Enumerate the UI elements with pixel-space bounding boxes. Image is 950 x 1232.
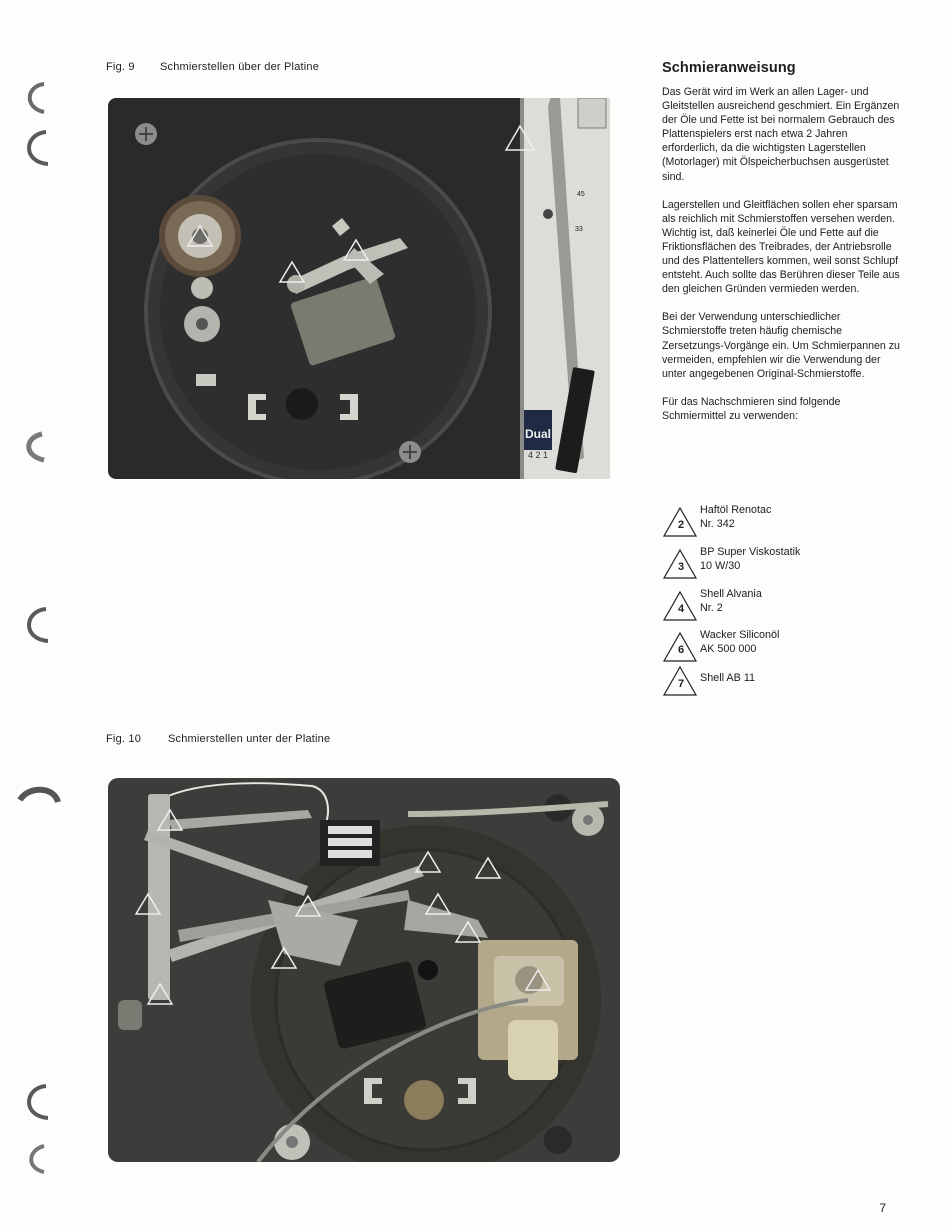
lubricant-name: Shell Alvania bbox=[700, 588, 762, 600]
lube-symbol-number: 2 bbox=[677, 519, 685, 531]
lubricant-item bbox=[662, 506, 882, 540]
section-heading: Schmieranweisung bbox=[662, 60, 796, 76]
lubricant-item bbox=[662, 590, 882, 624]
lubricant-item bbox=[662, 548, 882, 582]
figure-10-title: Schmierstellen unter der Platine bbox=[168, 733, 331, 745]
binder-hole-mark bbox=[14, 428, 54, 473]
paragraph: Das Gerät wird im Werk an allen Lager- und Gleitstellen ausreichend geschmiert. Ein Ergänzen der Öle und Fette ist bei normalem Gebrauch des Plattenspielers erst nach etwa 2 Jahren erforderlich, da die wichtigsten Lagerstellen (Motorlager) mit Ölspeicherbuchsen ausgerüstet sind. bbox=[662, 86, 900, 183]
figure-10-photo bbox=[108, 770, 620, 1162]
lubricant-name: Haftöl Renotac bbox=[700, 504, 772, 516]
lube-symbol-number: 4 bbox=[677, 603, 685, 615]
paragraph: Bei der Verwendung unterschiedlicher Schmierstoffe treten häufig chemische Zersetzungs-Vorgänge ein. Um Schmierpannen zu vermeiden, empfehlen wir die Verwendung der unter angegebenen Original-Schmierstoffe. bbox=[662, 311, 900, 380]
lubrication-instructions bbox=[662, 60, 902, 437]
figure-9-photo bbox=[108, 98, 610, 479]
lubricant-spec: Nr. 2 bbox=[700, 602, 723, 614]
binder-hole-mark bbox=[14, 128, 54, 173]
lubricant-spec: Nr. 342 bbox=[700, 518, 735, 530]
lubricant-item bbox=[662, 631, 882, 665]
lubricant-name: Shell AB 11 bbox=[700, 672, 756, 684]
figure-10-number: Fig. 10 bbox=[106, 733, 142, 745]
figure-10-caption bbox=[106, 733, 330, 745]
binder-hole-mark bbox=[14, 605, 54, 650]
binder-hole-mark bbox=[14, 1082, 54, 1127]
paragraph: Für das Nachschmieren sind folgende Schmiermittel zu verwenden: bbox=[662, 395, 841, 422]
lubricant-spec: 10 W/30 bbox=[700, 560, 741, 572]
binder-hole-mark bbox=[14, 780, 64, 825]
page-number: 7 bbox=[879, 1201, 886, 1215]
lube-symbol-number: 7 bbox=[677, 678, 685, 690]
figure-9-number: Fig. 9 bbox=[106, 61, 135, 73]
dual-logo: Dual bbox=[524, 427, 552, 441]
binder-hole-mark bbox=[14, 1140, 54, 1185]
binder-hole-mark bbox=[14, 78, 54, 123]
lubricant-item bbox=[662, 665, 882, 699]
paragraph: Lagerstellen und Gleitflächen sollen eher sparsam als reichlich mit Schmierstoffen versehen werden. Wichtig ist, daß keinerlei Öle und Fette auf die Friktionsflächen des Treibrades, der Antriebsrolle und des Plattentellers kommen, weil sonst Schlupf entsteht. Auch sollte das Berühren dieser Teile aus den gleichen Gründen vermieden werden. bbox=[662, 198, 900, 296]
speed-45-label: 45 bbox=[577, 191, 585, 198]
model-number: 4 2 1 bbox=[527, 450, 549, 460]
lubricant-spec: AK 500 000 bbox=[700, 643, 757, 655]
lubricant-name: Wacker Siliconöl bbox=[700, 629, 780, 641]
lube-symbol-number: 3 bbox=[677, 561, 685, 573]
lubricant-name: BP Super Viskostatik bbox=[700, 546, 801, 558]
lube-symbol-number: 6 bbox=[677, 644, 685, 656]
speed-33-label: 33 bbox=[575, 226, 583, 233]
figure-9-title: Schmierstellen über der Platine bbox=[160, 61, 320, 73]
figure-9-caption bbox=[106, 61, 319, 73]
